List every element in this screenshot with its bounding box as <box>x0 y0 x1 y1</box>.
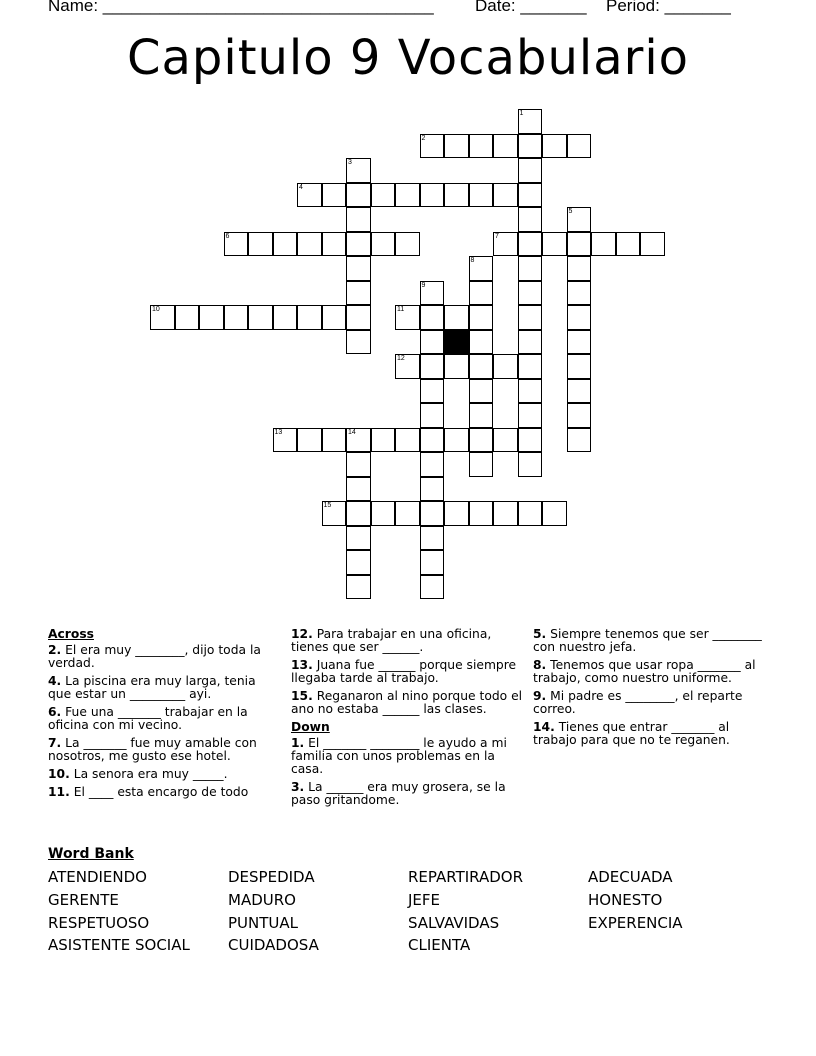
crossword-cell[interactable] <box>420 501 445 526</box>
crossword-cell[interactable] <box>469 501 494 526</box>
crossword-cell[interactable] <box>248 305 273 330</box>
clue-number: 11 <box>397 306 405 313</box>
crossword-cell[interactable] <box>420 281 445 306</box>
crossword-cell[interactable] <box>395 428 420 453</box>
crossword-cell[interactable] <box>444 305 469 330</box>
clue-across-7: 7. La _______ fue muy amable con nosotros, me gusto ese hotel. <box>48 736 257 763</box>
crossword-cell[interactable] <box>346 256 371 281</box>
crossword-cell[interactable] <box>518 109 543 134</box>
crossword-cell[interactable] <box>395 501 420 526</box>
clue-number: 5 <box>568 208 573 215</box>
crossword-cell[interactable] <box>469 403 494 428</box>
crossword-cell[interactable] <box>346 428 371 453</box>
crossword-cell[interactable] <box>518 256 543 281</box>
crossword-cell[interactable] <box>395 305 420 330</box>
clue-across-6: 6. Fue una _______ trabajar en la oficina con mi vecino. <box>48 705 248 732</box>
clue-down-1: 1. El _______ ________ le ayudo a mi familia con unos problemas en la casa. <box>291 736 507 776</box>
crossword-cell[interactable] <box>493 183 518 208</box>
crossword-cell[interactable] <box>469 281 494 306</box>
word-bank-item: CUIDADOSA <box>228 936 319 955</box>
crossword-cell[interactable] <box>248 232 273 257</box>
crossword-cell[interactable] <box>420 526 445 551</box>
clue-down-5: 5. Siempre tenemos que ser ________ con nuestro jefa. <box>533 627 762 654</box>
down-heading: Down <box>291 720 330 734</box>
clue-number: 8 <box>470 257 475 264</box>
crossword-cell[interactable] <box>346 501 371 526</box>
word-bank-item: CLIENTA <box>408 936 471 955</box>
crossword-cell[interactable] <box>493 501 518 526</box>
crossword-cell[interactable] <box>567 134 592 159</box>
crossword-cell[interactable] <box>420 354 445 379</box>
crossword-cell[interactable] <box>273 232 298 257</box>
word-bank-item: HONESTO <box>588 890 663 909</box>
crossword-cell[interactable] <box>469 452 494 477</box>
crossword-cell[interactable] <box>420 452 445 477</box>
clue-number: 13 <box>274 428 283 436</box>
word-bank-item: RESPETUOSO <box>48 913 150 932</box>
crossword-cell[interactable] <box>346 452 371 477</box>
clue-down-3: 3. La ______ era muy grosera, se la paso gritandome. <box>291 780 506 807</box>
clue-across-13: 13. Juana fue ______ porque siempre llegaba tarde al trabajo. <box>291 658 517 685</box>
period-field[interactable]: Period: _______ <box>606 0 731 15</box>
across-heading: Across <box>48 627 94 641</box>
clue-number: 3 <box>348 159 352 166</box>
crossword-cell[interactable] <box>297 183 322 208</box>
crossword-cell[interactable] <box>444 354 469 379</box>
crossword-cell[interactable] <box>322 428 347 453</box>
crossword-cell[interactable] <box>346 158 371 183</box>
crossword-cell[interactable] <box>395 354 420 379</box>
clue-number: 15 <box>323 502 332 509</box>
word-bank-item: SALVAVIDAS <box>408 913 500 932</box>
crossword-cell[interactable] <box>493 134 518 159</box>
clue-down-14: 14. Tienes que entrar _______ al trabajo para que no te reganen. <box>533 720 730 747</box>
crossword-cell[interactable] <box>518 428 543 453</box>
crossword-cell[interactable] <box>346 232 371 257</box>
clue-number: 12 <box>397 355 405 362</box>
crossword-cell[interactable] <box>371 428 396 453</box>
crossword-cell[interactable] <box>420 575 445 600</box>
crossword-cell[interactable] <box>420 550 445 575</box>
word-bank-item: DESPEDIDA <box>228 868 315 886</box>
crossword-cell[interactable] <box>420 330 445 355</box>
crossword-cell[interactable] <box>322 305 347 330</box>
crossword-cell[interactable] <box>469 330 494 355</box>
crossword-cell[interactable] <box>518 232 543 257</box>
crossword-cell[interactable] <box>346 330 371 355</box>
crossword-cell[interactable] <box>542 232 567 257</box>
clue-across-11: 11. El ____ esta encargo de todo <box>48 785 249 799</box>
crossword-cell[interactable] <box>469 354 494 379</box>
crossword-cell[interactable] <box>469 305 494 330</box>
crossword-cell[interactable] <box>371 183 396 208</box>
crossword-cell[interactable] <box>346 183 371 208</box>
crossword-cell[interactable] <box>542 134 567 159</box>
clues-column-2 <box>291 628 523 812</box>
crossword-cell[interactable] <box>420 403 445 428</box>
crossword-cell[interactable] <box>420 183 445 208</box>
crossword-cell[interactable] <box>444 428 469 453</box>
word-bank-item: ASISTENTE SOCIAL <box>48 936 190 955</box>
clue-number: 4 <box>299 183 303 191</box>
crossword-cell[interactable] <box>346 281 371 306</box>
clue-number: 6 <box>225 232 230 240</box>
crossword-cell[interactable] <box>469 256 494 281</box>
page-title: Capitulo 9 Vocabulario <box>126 30 690 86</box>
crossword-cell[interactable] <box>567 232 592 257</box>
crossword-cell[interactable] <box>346 477 371 502</box>
clues-column-1 <box>48 628 280 804</box>
crossword-cell[interactable] <box>493 428 518 453</box>
word-bank-item: PUNTUAL <box>228 913 299 932</box>
clue-across-2: 2. El era muy ________, dijo toda la verdad. <box>48 643 261 670</box>
crossword-cell[interactable] <box>371 501 396 526</box>
crossword-cell[interactable] <box>444 134 469 159</box>
crossword-cell[interactable] <box>567 256 592 281</box>
crossword-cell[interactable] <box>420 379 445 404</box>
clue-across-4: 4. La piscina era muy larga, tenia que estar un _________ ayi. <box>48 674 256 701</box>
clue-number: 9 <box>421 281 426 289</box>
crossword-cell[interactable] <box>518 305 543 330</box>
clue-down-8: 8. Tenemos que usar ropa _______ al trabajo, como nuestro uniforme. <box>533 658 756 685</box>
date-field[interactable]: Date: _______ <box>475 0 587 15</box>
crossword-cell[interactable] <box>273 428 298 453</box>
clue-across-10: 10. La senora era muy _____. <box>48 767 228 781</box>
clue-number: 7 <box>495 232 499 240</box>
name-field[interactable]: Name: ___________________________________ <box>48 0 434 15</box>
crossword-cell[interactable] <box>493 232 518 257</box>
word-bank-item: MADURO <box>228 890 296 909</box>
crossword-cell[interactable] <box>567 281 592 306</box>
crossword-cell[interactable] <box>346 575 371 600</box>
crossword-cell[interactable] <box>518 134 543 159</box>
crossword-cell[interactable] <box>224 305 249 330</box>
crossword-cell[interactable] <box>518 452 543 477</box>
crossword-cell[interactable] <box>518 158 543 183</box>
crossword-cell[interactable] <box>420 134 445 159</box>
crossword-cell[interactable] <box>591 232 616 257</box>
word-bank-item: ATENDIENDO <box>48 868 147 886</box>
crossword-cell[interactable] <box>567 379 592 404</box>
crossword-cell[interactable] <box>567 403 592 428</box>
crossword-cell[interactable] <box>420 305 445 330</box>
crossword-cell[interactable] <box>444 501 469 526</box>
crossword-cell[interactable] <box>297 305 322 330</box>
word-bank-column-2 <box>228 866 319 957</box>
crossword-cell[interactable] <box>518 501 543 526</box>
crossword-cell[interactable] <box>567 207 592 232</box>
crossword-cell[interactable] <box>297 428 322 453</box>
crossword-cell[interactable] <box>224 232 249 257</box>
word-bank-item: ADECUADA <box>588 868 673 886</box>
crossword-cell[interactable] <box>297 232 322 257</box>
crossword-cell[interactable] <box>616 232 641 257</box>
crossword-cell[interactable] <box>199 305 224 330</box>
crossword-cell[interactable] <box>567 305 592 330</box>
crossword-cell[interactable] <box>640 232 665 257</box>
crossword-cell[interactable] <box>567 330 592 355</box>
crossword-cell[interactable] <box>542 501 567 526</box>
crossword-cell[interactable] <box>518 183 543 208</box>
crossword-cell[interactable] <box>469 379 494 404</box>
crossword-cell[interactable] <box>420 477 445 502</box>
crossword-cell[interactable] <box>469 134 494 159</box>
word-bank-item: GERENTE <box>48 890 119 909</box>
crossword-cell[interactable] <box>420 428 445 453</box>
crossword-cell[interactable] <box>469 428 494 453</box>
crossword-cell[interactable] <box>346 526 371 551</box>
clue-number: 10 <box>152 306 160 313</box>
crossword-cell[interactable] <box>518 207 543 232</box>
clue-down-9: 9. Mi padre es ________, el reparte correo. <box>533 689 743 716</box>
word-bank-item: JEFE <box>408 890 441 909</box>
crossword-cell[interactable] <box>567 428 592 453</box>
crossword-cell[interactable] <box>567 354 592 379</box>
clue-number: 2 <box>421 134 426 142</box>
crossword-cell[interactable] <box>518 354 543 379</box>
crossword-cell[interactable] <box>518 281 543 306</box>
clue-across-15: 15. Reganaron al nino porque todo el ano no estaba ______ las clases. <box>291 689 523 716</box>
crossword-cell[interactable] <box>371 232 396 257</box>
blocked-cell <box>444 330 469 355</box>
clue-across-12: 12. Para trabajar en una oficina, tienes que ser ______. <box>291 627 492 654</box>
word-bank-column-3 <box>408 866 523 957</box>
word-bank-item: REPARTIRADOR <box>408 868 524 886</box>
crossword-cell[interactable] <box>322 501 347 526</box>
crossword-cell[interactable] <box>518 403 543 428</box>
crossword-cell[interactable] <box>493 354 518 379</box>
crossword-cell[interactable] <box>322 232 347 257</box>
crossword-cell[interactable] <box>175 305 200 330</box>
crossword-cell[interactable] <box>469 183 494 208</box>
crossword-cell[interactable] <box>273 305 298 330</box>
crossword-cell[interactable] <box>395 232 420 257</box>
word-bank-item: EXPERENCIA <box>588 913 683 932</box>
crossword-cell[interactable] <box>346 305 371 330</box>
clue-number: 14 <box>348 428 356 436</box>
clues-column-3 <box>533 628 765 752</box>
crossword-cell[interactable] <box>346 207 371 232</box>
crossword-cell[interactable] <box>150 305 175 330</box>
crossword-cell[interactable] <box>444 183 469 208</box>
crossword-cell[interactable] <box>395 183 420 208</box>
crossword-cell[interactable] <box>322 183 347 208</box>
crossword-cell[interactable] <box>346 550 371 575</box>
word-bank-column-1 <box>48 866 190 957</box>
crossword-cell[interactable] <box>518 379 543 404</box>
word-bank-column-4 <box>588 866 683 934</box>
word-bank-heading: Word Bank <box>48 846 134 862</box>
crossword-cell[interactable] <box>518 330 543 355</box>
clue-number: 1 <box>519 110 524 117</box>
